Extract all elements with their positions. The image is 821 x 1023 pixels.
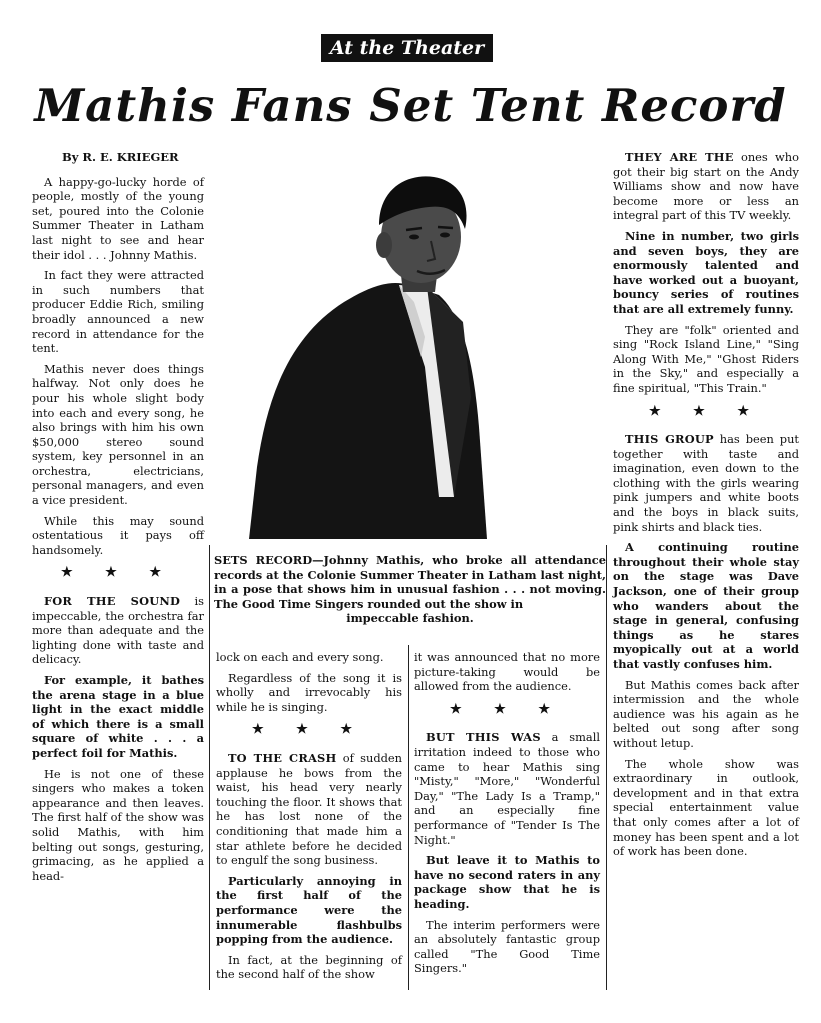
paragraph: They are "folk" oriented and sing "Rock Island Line," "Sing Along With Me," "Ghost Riders in the Sky," and especially a fine spiritual, "This Train."	[613, 322, 799, 395]
photo-johnny-mathis	[249, 167, 506, 539]
paragraph: While this may sound ostentatious it pays off handsomely.	[32, 513, 204, 557]
paragraph	[613, 150, 799, 223]
run-in-lead: THEY ARE THE	[625, 150, 734, 164]
paragraph: But Mathis comes back after intermission and the whole audience was his again as he belted out song after song without letup.	[613, 677, 799, 750]
paragraph: Regardless of the song it is wholly and irrevocably his while he is singing.	[216, 670, 402, 714]
article-column-1	[32, 150, 204, 889]
section-divider-stars: ★ ★ ★	[60, 565, 175, 581]
caption-lead: SETS RECORD	[214, 553, 313, 567]
paragraph-bold: But leave it to Mathis to have no second raters in any package show that he is heading.	[414, 853, 600, 911]
run-in-lead: FOR THE SOUND	[44, 594, 181, 609]
paragraph-text: ones who got their big start on the Andy Williams show and now have become more or less an integral part of this TV weekly.	[613, 150, 800, 223]
column-rule	[606, 545, 607, 990]
paragraph-bold: Particularly annoying in the first half of the performance were the innumerable flashbulbs popping from the audience.	[216, 873, 402, 947]
paragraph: The whole show was extraordinary in outlook, development and in that extra special entertainment value that only comes after a lot of money has been spent and a lot of work has been done.	[613, 756, 799, 859]
paragraph-bold: For example, it bathes the arena stage in a blue light in the exact middle of which there is a small square of white . . . a perfect foil for Mathis.	[32, 673, 204, 760]
section-divider-stars: ★ ★ ★	[648, 403, 763, 419]
section-divider-stars: ★ ★ ★	[251, 722, 366, 738]
caption-end: impeccable fashion.	[346, 611, 474, 626]
run-in-lead: TO THE CRASH	[228, 750, 337, 765]
paragraph-text: a small irritation indeed to those who came to hear Mathis sing "Misty," "More," "Wonderful Day," "The Lady Is a Tramp," and an especially fine performance of "Tender Is The Night."	[414, 730, 600, 847]
headline: Mathis Fans Set Tent Record	[34, 79, 787, 132]
paragraph: A happy-go-lucky horde of people, mostly of the young set, poured into the Colonie Summer Theater in Latham last night to see and hear their idol . . . Johnny Mathis.	[32, 174, 204, 262]
paragraph-text: of sudden applause he bows from the waist, his head very nearly touching the floor. It shows that he has lost none of the conditioning that made him a star athlete before he decided to engulf the song business.	[216, 750, 402, 868]
paragraph-text: has been put together with taste and imagination, even down to the clothing with the girls wearing pink jumpers and white boots and the boys in black suits, pink shirts and black ties.	[613, 432, 800, 534]
column-rule	[209, 545, 210, 990]
paragraph	[216, 751, 402, 868]
paragraph: In fact, at the beginning of the second half of the show	[216, 952, 402, 982]
paragraph-bold: A continuing routine throughout their whole stay on the stage was Dave Jackson, one of their group who wanders about the stage in general, confusing things as he stares myopically out at a world that vastly confuses him.	[613, 540, 799, 671]
article-column-4	[613, 150, 799, 865]
paragraph: He is not one of these singers who makes a token appearance and then leaves. The first half of the show was solid Mathis, with him belting out songs, gesturing, grimacing, as he applied a head-	[32, 766, 204, 883]
paragraph: Mathis never does things halfway. Not only does he pour his whole slight body into each and every song, he also brings with him his own $50,000 stereo sound system, key personnel in an orchestra, electricians, personal managers, and even a vice president.	[32, 361, 204, 508]
paragraph: lock on each and every song.	[216, 650, 384, 664]
paragraph	[613, 432, 799, 534]
column-rule	[408, 645, 409, 990]
paragraph-bold: Nine in number, two girls and seven boys, they are enormously talented and have worked out a buoyant, bouncy series of routines that are all extremely funny.	[613, 228, 799, 316]
section-divider-stars: ★ ★ ★	[449, 701, 564, 717]
byline: By R. E. KRIEGER	[62, 150, 179, 164]
article-column-3	[414, 650, 600, 982]
run-in-lead: BUT THIS WAS	[426, 730, 541, 745]
paragraph: In fact they were attracted in such numbers that producer Eddie Rich, smiling broadly announced a new record in attendance for the tent.	[32, 268, 204, 356]
article-column-2	[216, 650, 402, 988]
caption-text: —Johnny Mathis, who broke all attendance records at the Colonie Summer Theater in Latham last night, in a pose that shows him in unusual fashion . . . not moving. The Good Time Singers rounded out the show in	[214, 553, 606, 611]
paragraph-text: is impeccable, the orchestra far more than adequate and the lighting done with taste and delicacy.	[32, 594, 204, 667]
section-kicker: At the Theater	[321, 34, 493, 62]
portrait-image	[249, 167, 506, 539]
run-in-lead: THIS GROUP	[625, 432, 714, 447]
paragraph: it was announced that no more picture-taking would be allowed from the audience.	[414, 650, 600, 694]
paragraph	[414, 730, 600, 847]
paragraph	[32, 594, 204, 667]
photo-caption	[214, 553, 606, 626]
paragraph: The interim performers were an absolutely fantastic group called "The Good Time Singers."	[414, 917, 600, 976]
